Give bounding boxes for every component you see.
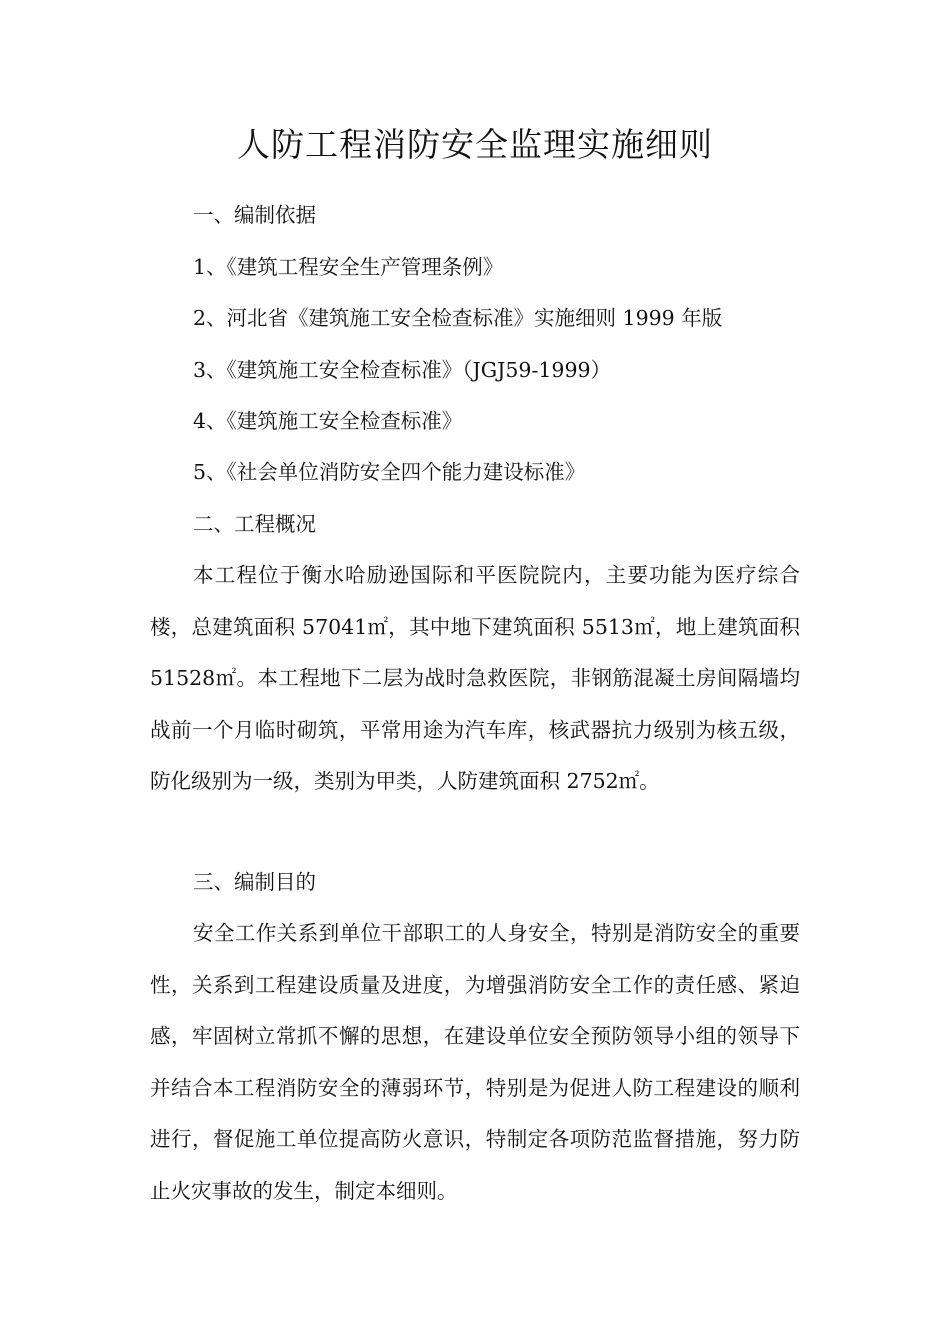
section-heading-purpose: 三、编制目的	[193, 870, 316, 894]
basis-item-3: 3、《建筑施工安全检查标准》（JGJ59-1999）	[193, 358, 612, 382]
overview-paragraph: 本工程位于衡水哈励逊国际和平医院院内，主要功能为医疗综合楼，总建筑面积 57041㎡，其中地下建筑面积 5513㎡，地上建筑面积 51528㎡。本工程地下二层为战时急救医院，非钢筋混凝土房间隔墙均战前一个月临时砌筑，平常用途为汽车库，核武器抗力级别为核五级，防化级别为一级，类别为甲类，人防建筑面积 2752㎡。	[150, 563, 800, 793]
document-title: 人防工程消防安全监理实施细则	[237, 125, 713, 164]
basis-item-1: 1、《建筑工程安全生产管理条例》	[193, 255, 504, 279]
purpose-paragraph: 安全工作关系到单位干部职工的人身安全，特别是消防安全的重要性，关系到工程建设质量及进度，为增强消防安全工作的责任感、紧迫感，牢固树立常抓不懈的思想，在建设单位安全预防领导小组的领导下并结合本工程消防安全的薄弱环节，特别是为促进人防工程建设的顺利进行，督促施工单位提高防火意识，特制定各项防范监督措施，努力防止火灾事故的发生，制定本细则。	[150, 921, 800, 1203]
section-heading-basis: 一、编制依据	[193, 203, 316, 227]
basis-item-5: 5、《社会单位消防安全四个能力建设标准》	[193, 460, 586, 484]
basis-item-4: 4、《建筑施工安全检查标准》	[193, 409, 463, 433]
basis-item-2: 2、河北省《建筑施工安全检查标准》实施细则 1999 年版	[193, 306, 723, 330]
section-heading-overview: 二、工程概况	[193, 512, 316, 536]
